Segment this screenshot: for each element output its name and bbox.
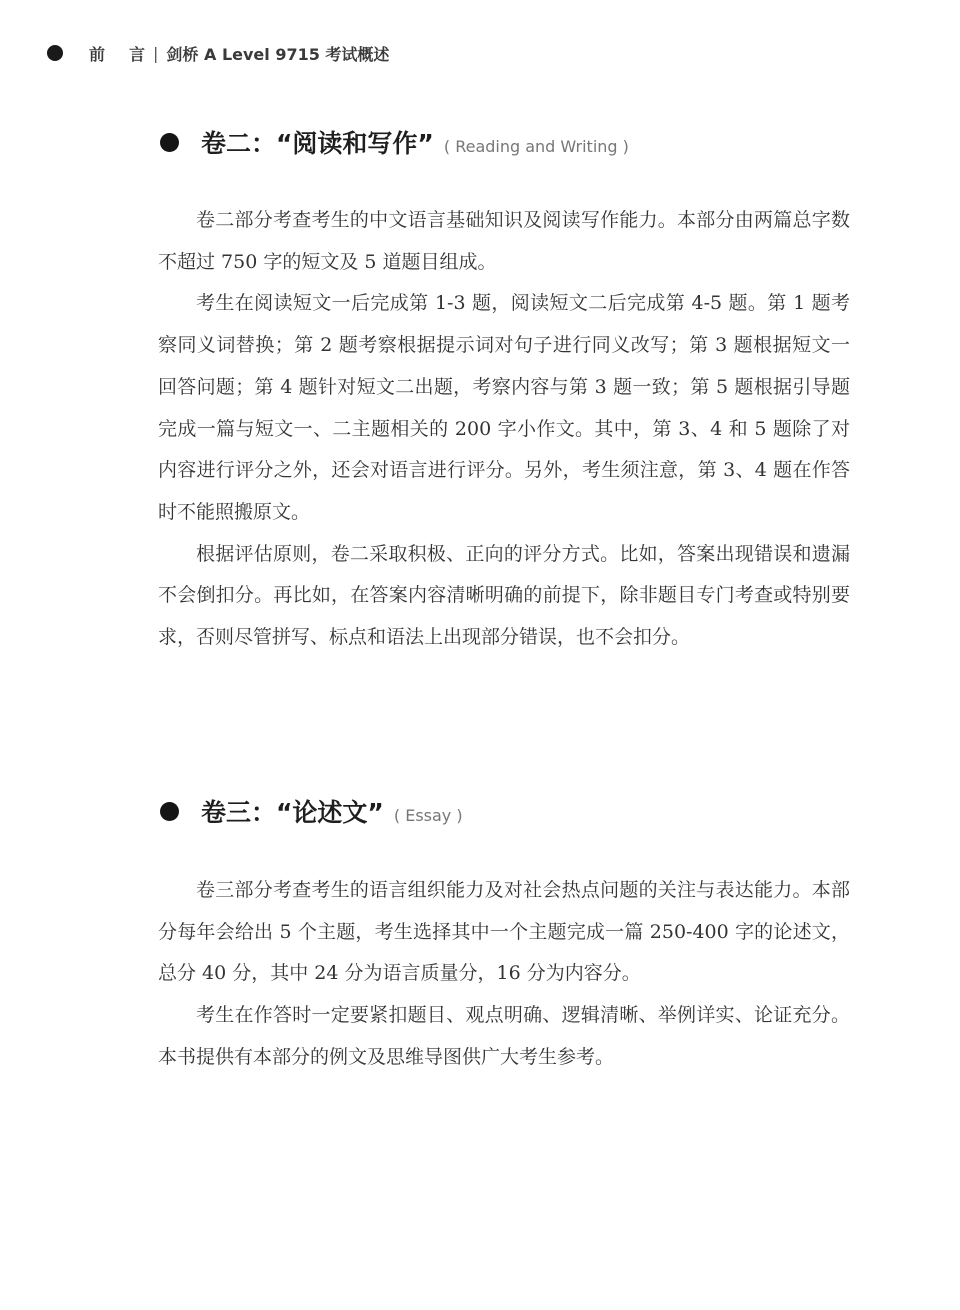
paragraph: 考生在作答时一定要紧扣题目、观点明确、逻辑清晰、举例详实、论证充分。本书提供有本部分的例文及思维导图供广大考生参考。 — [158, 1004, 850, 1068]
paragraph: 卷二部分考查考生的中文语言基础知识及阅读写作能力。本部分由两篇总字数不超过 750 字的短文及 5 道题目组成。 — [158, 209, 850, 273]
bullet-icon — [160, 802, 179, 821]
section-heading-paper-3 — [160, 793, 463, 829]
paragraph: 卷三部分考查考生的语言组织能力及对社会热点问题的关注与表达能力。本部分每年会给出 5 个主题，考生选择其中一个主题完成一篇 250-400 字的论述文，总分 40 分，其中 24 分为语言质量分，16 分为内容分。 — [158, 879, 850, 985]
section-subtitle: ( Essay ) — [393, 806, 463, 825]
section-title: 卷二：“阅读和写作” — [201, 129, 434, 158]
paragraph: 根据评估原则，卷二采取积极、正向的评分方式。比如，答案出现错误和遗漏不会倒扣分。再比如，在答案内容清晰明确的前提下，除非题目专门考查或特别要求，否则尽管拼写、标点和语法上出现部分错误，也不会扣分。 — [158, 542, 850, 649]
paragraph: 考生在阅读短文一后完成第 1-3 题，阅读短文二后完成第 4-5 题。第 1 题考察同义词替换；第 2 题考察根据提示词对句子进行同义改写；第 3 题根据短文一回答问题；第 4 题针对短文二出题，考察内容与第 3 题一致；第 5 题根据引导题完成一篇与短文一、二主题相关的 200 字小作文。其中，第 3、4 和 5 题除了对内容进行评分之外，还会对语言进行评分。另外，考生须注意，第 3、4 题在作答时不能照搬原文。 — [158, 292, 850, 523]
bullet-icon — [160, 133, 179, 152]
section-heading-paper-2 — [160, 124, 629, 160]
running-header — [47, 41, 389, 65]
section-body-paper-3 — [158, 870, 850, 1079]
header-title: 剑桥 A Level 9715 考试概述 — [166, 44, 390, 64]
header-part-label-1: 前 — [89, 44, 106, 64]
section-subtitle: ( Reading and Writing ) — [443, 137, 629, 156]
section-title: 卷三：“论述文” — [201, 798, 384, 827]
header-separator: | — [153, 43, 159, 63]
bullet-icon — [47, 45, 63, 61]
header-part-label-2: 言 — [129, 44, 146, 64]
section-body-paper-2 — [158, 200, 850, 659]
